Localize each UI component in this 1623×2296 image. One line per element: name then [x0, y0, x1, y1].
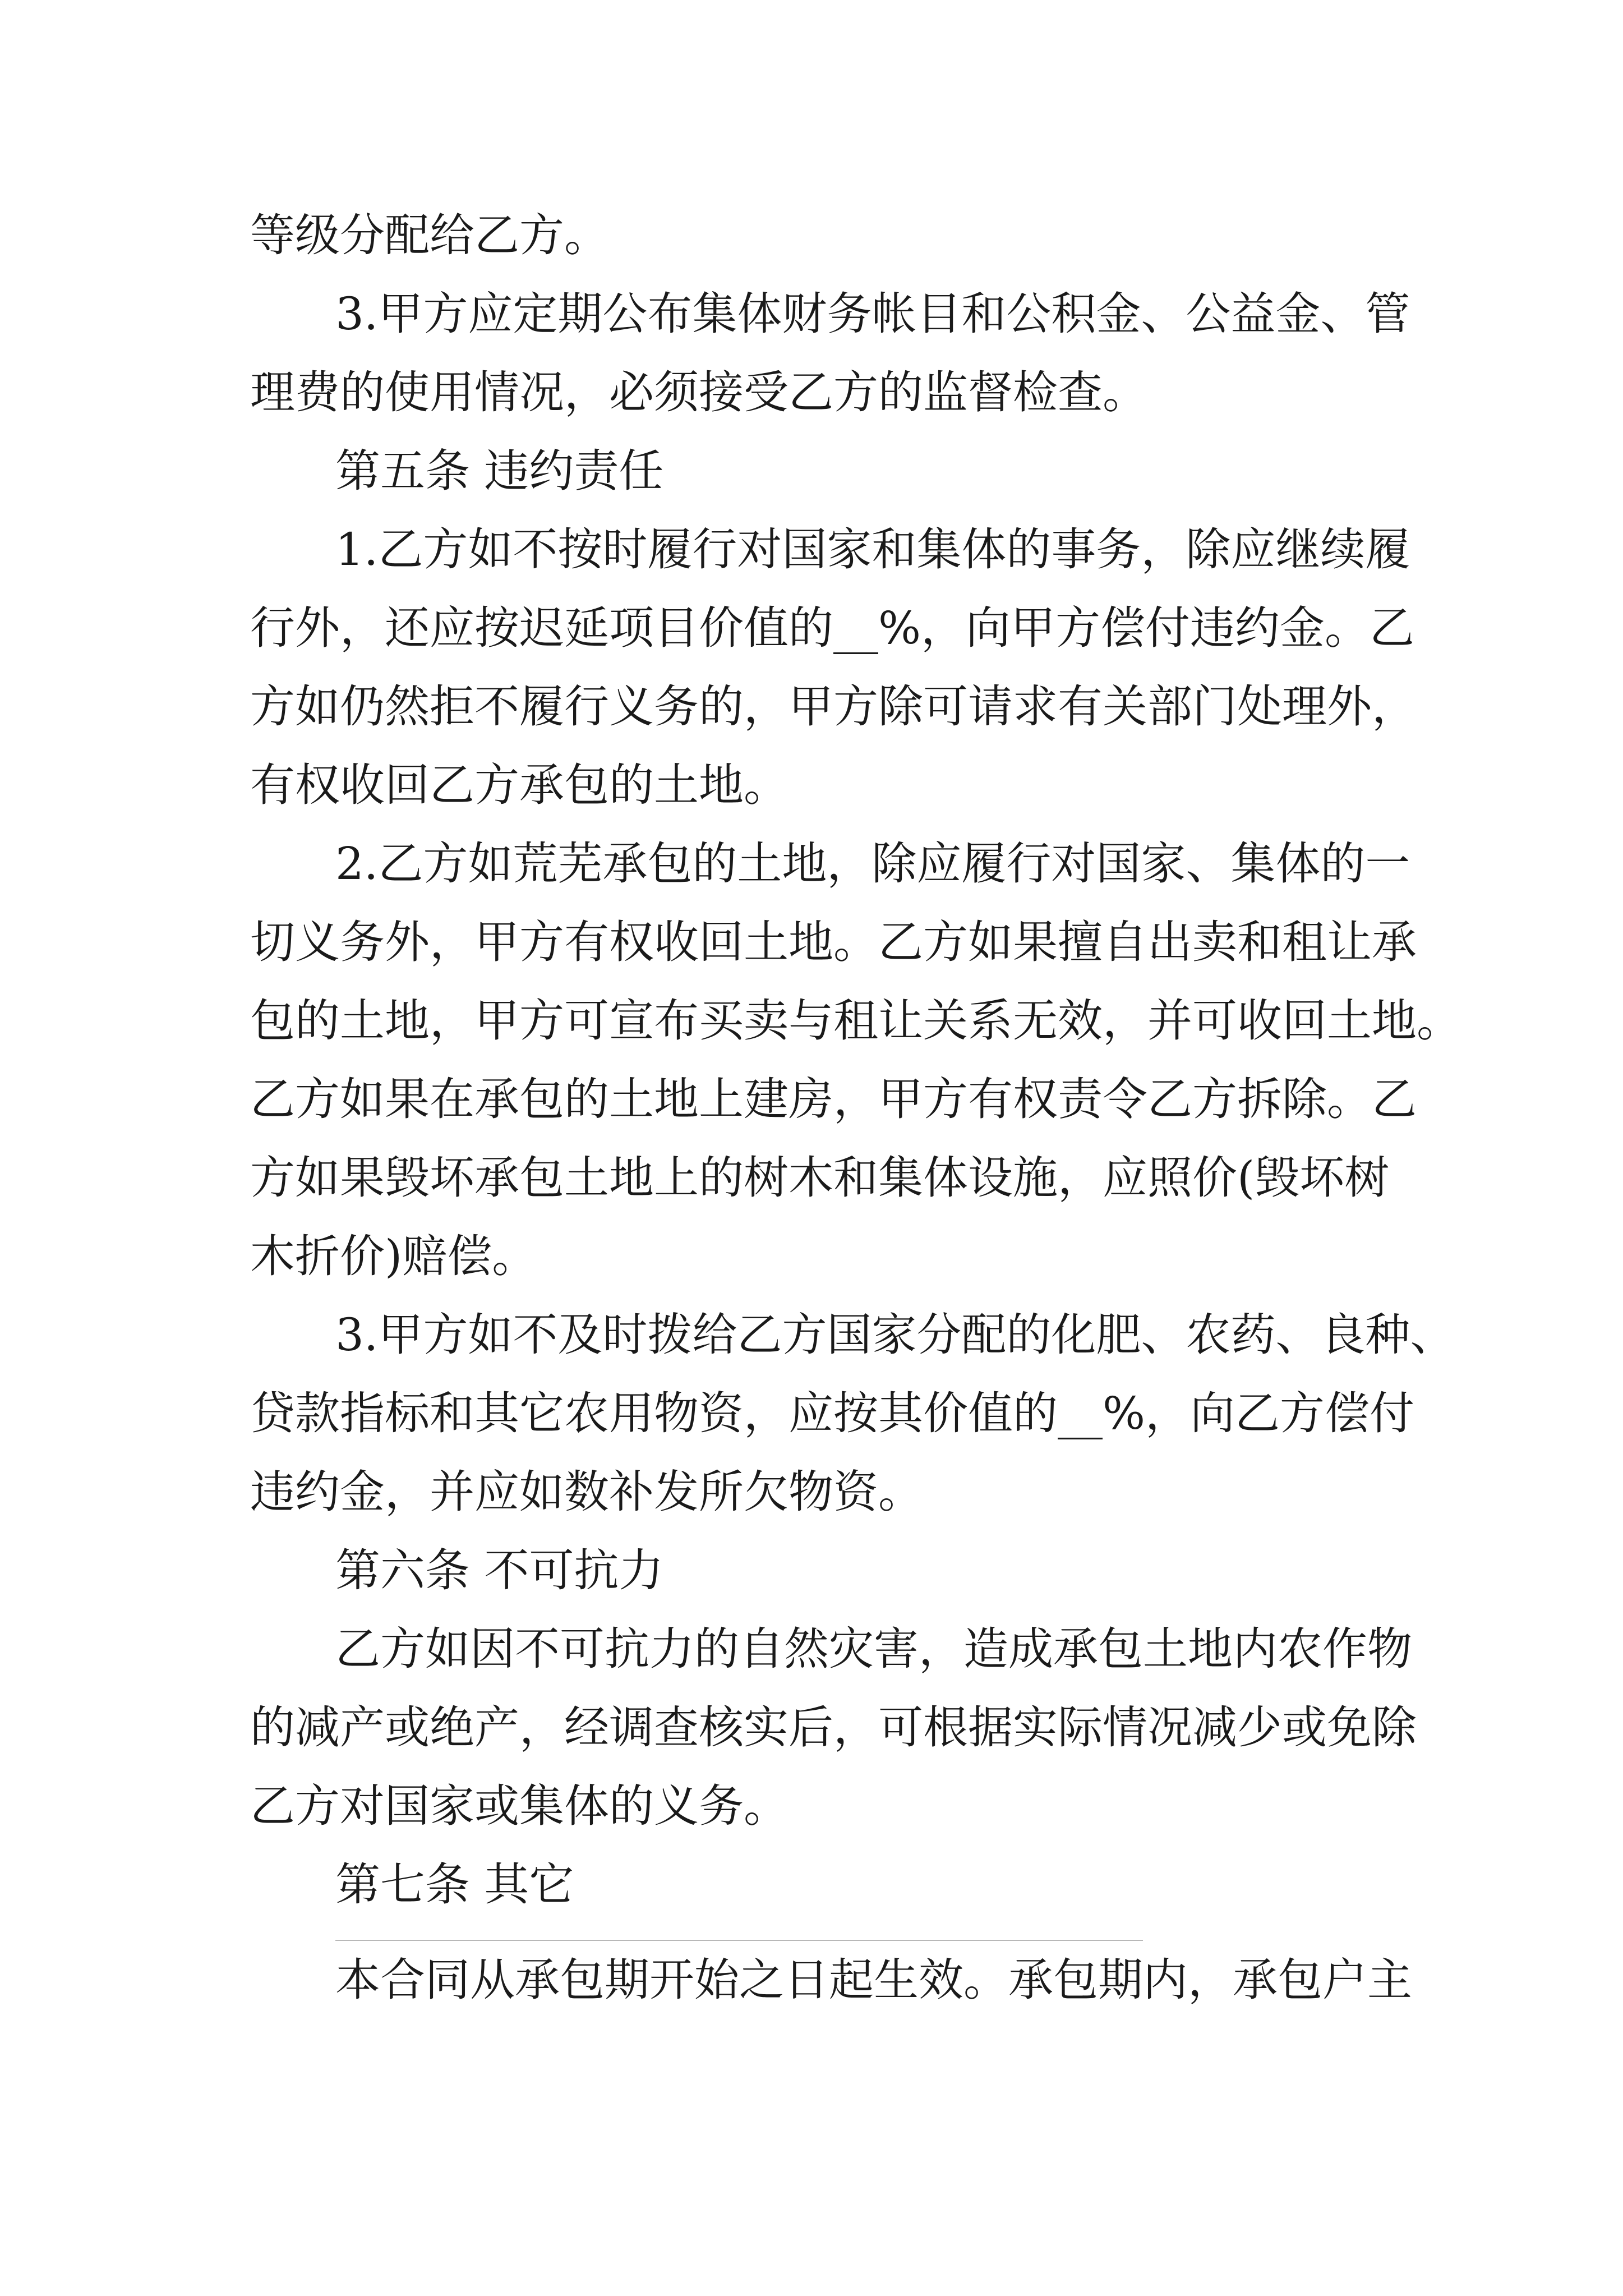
body-line: 等级分配给乙方。: [250, 209, 609, 261]
body-line: 理费的使用情况，必须接受乙方的监督检查。: [250, 366, 1147, 418]
paragraph-line-1: 乙方如因不可抗力的自然灾害，造成承包土地内农作物: [335, 1623, 1412, 1675]
body-line: 行外，还应按迟延项目价值的__%，向甲方偿付违约金。乙: [250, 602, 1415, 654]
body-line: 有权收回乙方承包的土地。: [250, 759, 789, 811]
clause-item-1-line-1: 1.乙方如不按时履行对国家和集体的事务，除应继续履: [335, 523, 1410, 576]
paragraph-line-1: 本合同从承包期开始之日起生效。承包期内，承包户主: [335, 1954, 1412, 2006]
body-line: 违约金，并应如数补发所欠物资。: [250, 1466, 923, 1518]
body-line: 乙方如果在承包的土地上建房，甲方有权责令乙方拆除。乙: [250, 1073, 1417, 1125]
body-line: 方如果毁坏承包土地上的树木和集体设施，应照价(毁坏树: [250, 1152, 1390, 1204]
section-heading-article-5: 第五条 违约责任: [335, 445, 664, 497]
clause-item-2-line-1: 2.乙方如荒芜承包的土地，除应履行对国家、集体的一: [335, 838, 1410, 890]
body-line: 乙方对国家或集体的义务。: [250, 1780, 789, 1832]
section-heading-article-6: 第六条 不可抗力: [335, 1544, 664, 1596]
clause-item-3-line-1: 3.甲方应定期公布集体财务帐目和公积金、公益金、管: [335, 288, 1410, 340]
body-line: 贷款指标和其它农用物资，应按其价值的__%，向乙方偿付: [250, 1387, 1415, 1439]
body-line: 包的土地，甲方可宣布买卖与租让关系无效，并可收回土地。: [250, 995, 1461, 1047]
clause-item-3-line-1: 3.甲方如不及时拨给乙方国家分配的化肥、农药、良种、: [335, 1309, 1455, 1361]
section-heading-article-7: 第七条 其它: [335, 1858, 574, 1911]
body-line: 方如仍然拒不履行义务的，甲方除可请求有关部门处理外，: [250, 680, 1417, 733]
body-line: 切义务外，甲方有权收回土地。乙方如果擅自出卖和租让承: [250, 916, 1417, 968]
fill-in-blank-rule: [335, 1940, 1143, 1941]
body-line: 木折价)赔偿。: [250, 1230, 537, 1282]
body-line: 的减产或绝产，经调查核实后，可根据实际情况减少或免除: [250, 1701, 1417, 1754]
